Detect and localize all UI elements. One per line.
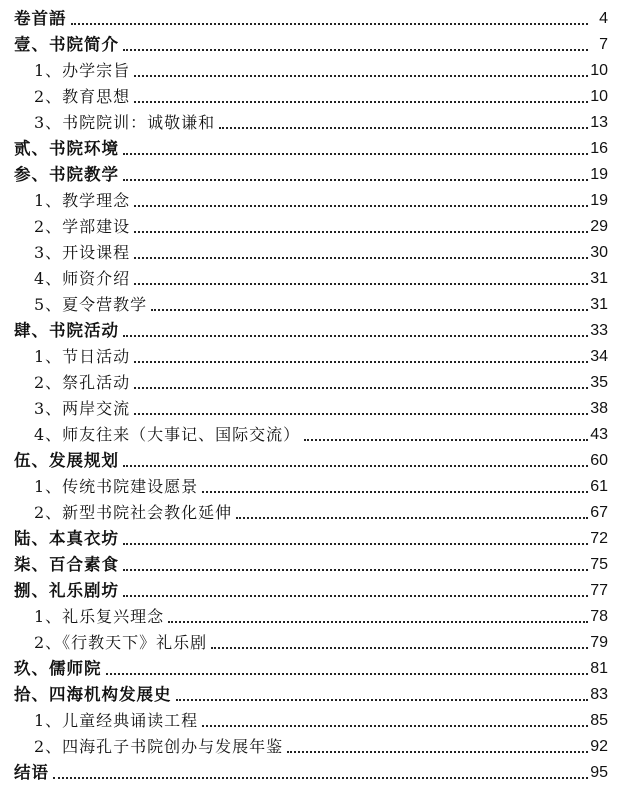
toc-page-number: 79 (590, 634, 608, 651)
toc-page-number: 30 (590, 244, 608, 261)
toc-page-number: 31 (590, 296, 608, 313)
toc-page-number: 78 (590, 608, 608, 625)
table-of-contents (0, 5, 620, 785)
toc-page-number: 10 (590, 88, 608, 105)
toc-chapter-entry[interactable] (0, 447, 620, 473)
toc-entry-title: 卷首語 (14, 9, 67, 28)
toc-entry-title: 2、祭孔活动 (34, 373, 131, 392)
toc-page-number: 72 (590, 530, 608, 547)
toc-entry-title: 肆、书院活动 (14, 321, 119, 340)
toc-entry-title: 2、《行教天下》礼乐剧 (34, 633, 208, 652)
toc-dot-leader (134, 283, 588, 285)
toc-dot-leader (123, 465, 588, 467)
toc-section-entry[interactable] (0, 473, 620, 499)
toc-dot-leader (134, 413, 588, 415)
toc-page-number: 67 (590, 504, 608, 521)
toc-section-entry[interactable] (0, 213, 620, 239)
toc-page-number: 19 (590, 166, 608, 183)
toc-entry-title: 壹、书院简介 (14, 35, 119, 54)
toc-dot-leader (71, 23, 589, 25)
toc-dot-leader (123, 153, 588, 155)
toc-page-number: 19 (590, 192, 608, 209)
toc-entry-title: 2、四海孔子书院创办与发展年鉴 (34, 737, 284, 756)
toc-entry-title: 1、节日活动 (34, 347, 131, 366)
toc-chapter-entry[interactable] (0, 577, 620, 603)
toc-chapter-entry[interactable] (0, 551, 620, 577)
toc-dot-leader (134, 361, 588, 363)
toc-page-number: 31 (590, 270, 608, 287)
toc-page-number: 61 (590, 478, 608, 495)
toc-entry-title: 4、师友往来（大事记、国际交流） (34, 425, 301, 444)
toc-page-number: 43 (590, 426, 608, 443)
toc-dot-leader (53, 777, 588, 779)
toc-dot-leader (236, 517, 588, 519)
toc-entry-title: 贰、书院环境 (14, 139, 119, 158)
toc-section-entry[interactable] (0, 109, 620, 135)
toc-chapter-entry[interactable] (0, 135, 620, 161)
toc-page-number: 92 (590, 738, 608, 755)
toc-page-number: 34 (590, 348, 608, 365)
toc-dot-leader (123, 179, 588, 181)
toc-entry-title: 1、教学理念 (34, 191, 131, 210)
toc-dot-leader (211, 647, 588, 649)
toc-dot-leader (134, 231, 588, 233)
toc-dot-leader (134, 75, 588, 77)
toc-section-entry[interactable] (0, 83, 620, 109)
toc-chapter-entry[interactable] (0, 525, 620, 551)
toc-page-number: 95 (590, 764, 608, 781)
toc-entry-title: 3、书院院训：诚敬谦和 (34, 113, 216, 132)
toc-dot-leader (123, 569, 588, 571)
toc-page-number: 60 (590, 452, 608, 469)
toc-section-entry[interactable] (0, 707, 620, 733)
toc-dot-leader (134, 205, 588, 207)
toc-entry-title: 3、两岸交流 (34, 399, 131, 418)
toc-entry-title: 捌、礼乐剧坊 (14, 581, 119, 600)
toc-entry-title: 玖、儒师院 (14, 659, 102, 678)
toc-dot-leader (304, 439, 588, 441)
toc-entry-title: 5、夏令营教学 (34, 295, 148, 314)
toc-section-entry[interactable] (0, 629, 620, 655)
toc-chapter-entry[interactable] (0, 31, 620, 57)
toc-page-number: 77 (590, 582, 608, 599)
toc-section-entry[interactable] (0, 603, 620, 629)
toc-entry-title: 1、礼乐复兴理念 (34, 607, 165, 626)
toc-dot-leader (123, 335, 588, 337)
toc-chapter-entry[interactable] (0, 161, 620, 187)
toc-entry-title: 拾、四海机构发展史 (14, 685, 172, 704)
toc-page-number: 10 (590, 62, 608, 79)
toc-page-number: 33 (590, 322, 608, 339)
toc-dot-leader (123, 543, 588, 545)
toc-entry-title: 伍、发展规划 (14, 451, 119, 470)
toc-section-entry[interactable] (0, 187, 620, 213)
toc-dot-leader (168, 621, 588, 623)
toc-page-number: 29 (590, 218, 608, 235)
toc-dot-leader (287, 751, 588, 753)
toc-section-entry[interactable] (0, 499, 620, 525)
toc-dot-leader (134, 101, 588, 103)
toc-page-number: 38 (590, 400, 608, 417)
toc-dot-leader (219, 127, 588, 129)
toc-entry-title: 1、儿童经典诵读工程 (34, 711, 199, 730)
toc-entry-title: 2、学部建设 (34, 217, 131, 236)
toc-chapter-entry[interactable] (0, 655, 620, 681)
toc-section-entry[interactable] (0, 369, 620, 395)
toc-dot-leader (176, 699, 589, 701)
toc-entry-title: 结语 (14, 763, 49, 782)
toc-section-entry[interactable] (0, 57, 620, 83)
toc-page-number: 75 (590, 556, 608, 573)
toc-dot-leader (134, 387, 588, 389)
toc-dot-leader (134, 257, 588, 259)
toc-page-number: 4 (599, 10, 608, 27)
toc-page-number: 85 (590, 712, 608, 729)
toc-entry-title: 1、传统书院建设愿景 (34, 477, 199, 496)
toc-page-number: 7 (599, 36, 608, 53)
toc-dot-leader (151, 309, 588, 311)
toc-dot-leader (106, 673, 589, 675)
toc-entry-title: 1、办学宗旨 (34, 61, 131, 80)
toc-page-number: 35 (590, 374, 608, 391)
toc-section-entry[interactable] (0, 291, 620, 317)
toc-section-entry[interactable] (0, 421, 620, 447)
toc-dot-leader (202, 725, 588, 727)
toc-entry-title: 2、教育思想 (34, 87, 131, 106)
toc-chapter-entry[interactable] (0, 5, 620, 31)
toc-entry-title: 3、开设课程 (34, 243, 131, 262)
toc-entry-title: 柒、百合素食 (14, 555, 119, 574)
toc-section-entry[interactable] (0, 733, 620, 759)
toc-chapter-entry[interactable] (0, 317, 620, 343)
toc-section-entry[interactable] (0, 343, 620, 369)
toc-dot-leader (202, 491, 588, 493)
toc-entry-title: 2、新型书院社会教化延伸 (34, 503, 233, 522)
toc-page-number: 16 (590, 140, 608, 157)
toc-entry-title: 4、师资介绍 (34, 269, 131, 288)
toc-section-entry[interactable] (0, 395, 620, 421)
toc-chapter-entry[interactable] (0, 759, 620, 785)
toc-entry-title: 陆、本真衣坊 (14, 529, 119, 548)
toc-dot-leader (123, 49, 588, 51)
toc-section-entry[interactable] (0, 239, 620, 265)
toc-page-number: 81 (590, 660, 608, 677)
toc-dot-leader (123, 595, 588, 597)
toc-page-number: 13 (590, 114, 608, 131)
toc-chapter-entry[interactable] (0, 681, 620, 707)
toc-page-number: 83 (590, 686, 608, 703)
toc-entry-title: 参、书院教学 (14, 165, 119, 184)
toc-section-entry[interactable] (0, 265, 620, 291)
